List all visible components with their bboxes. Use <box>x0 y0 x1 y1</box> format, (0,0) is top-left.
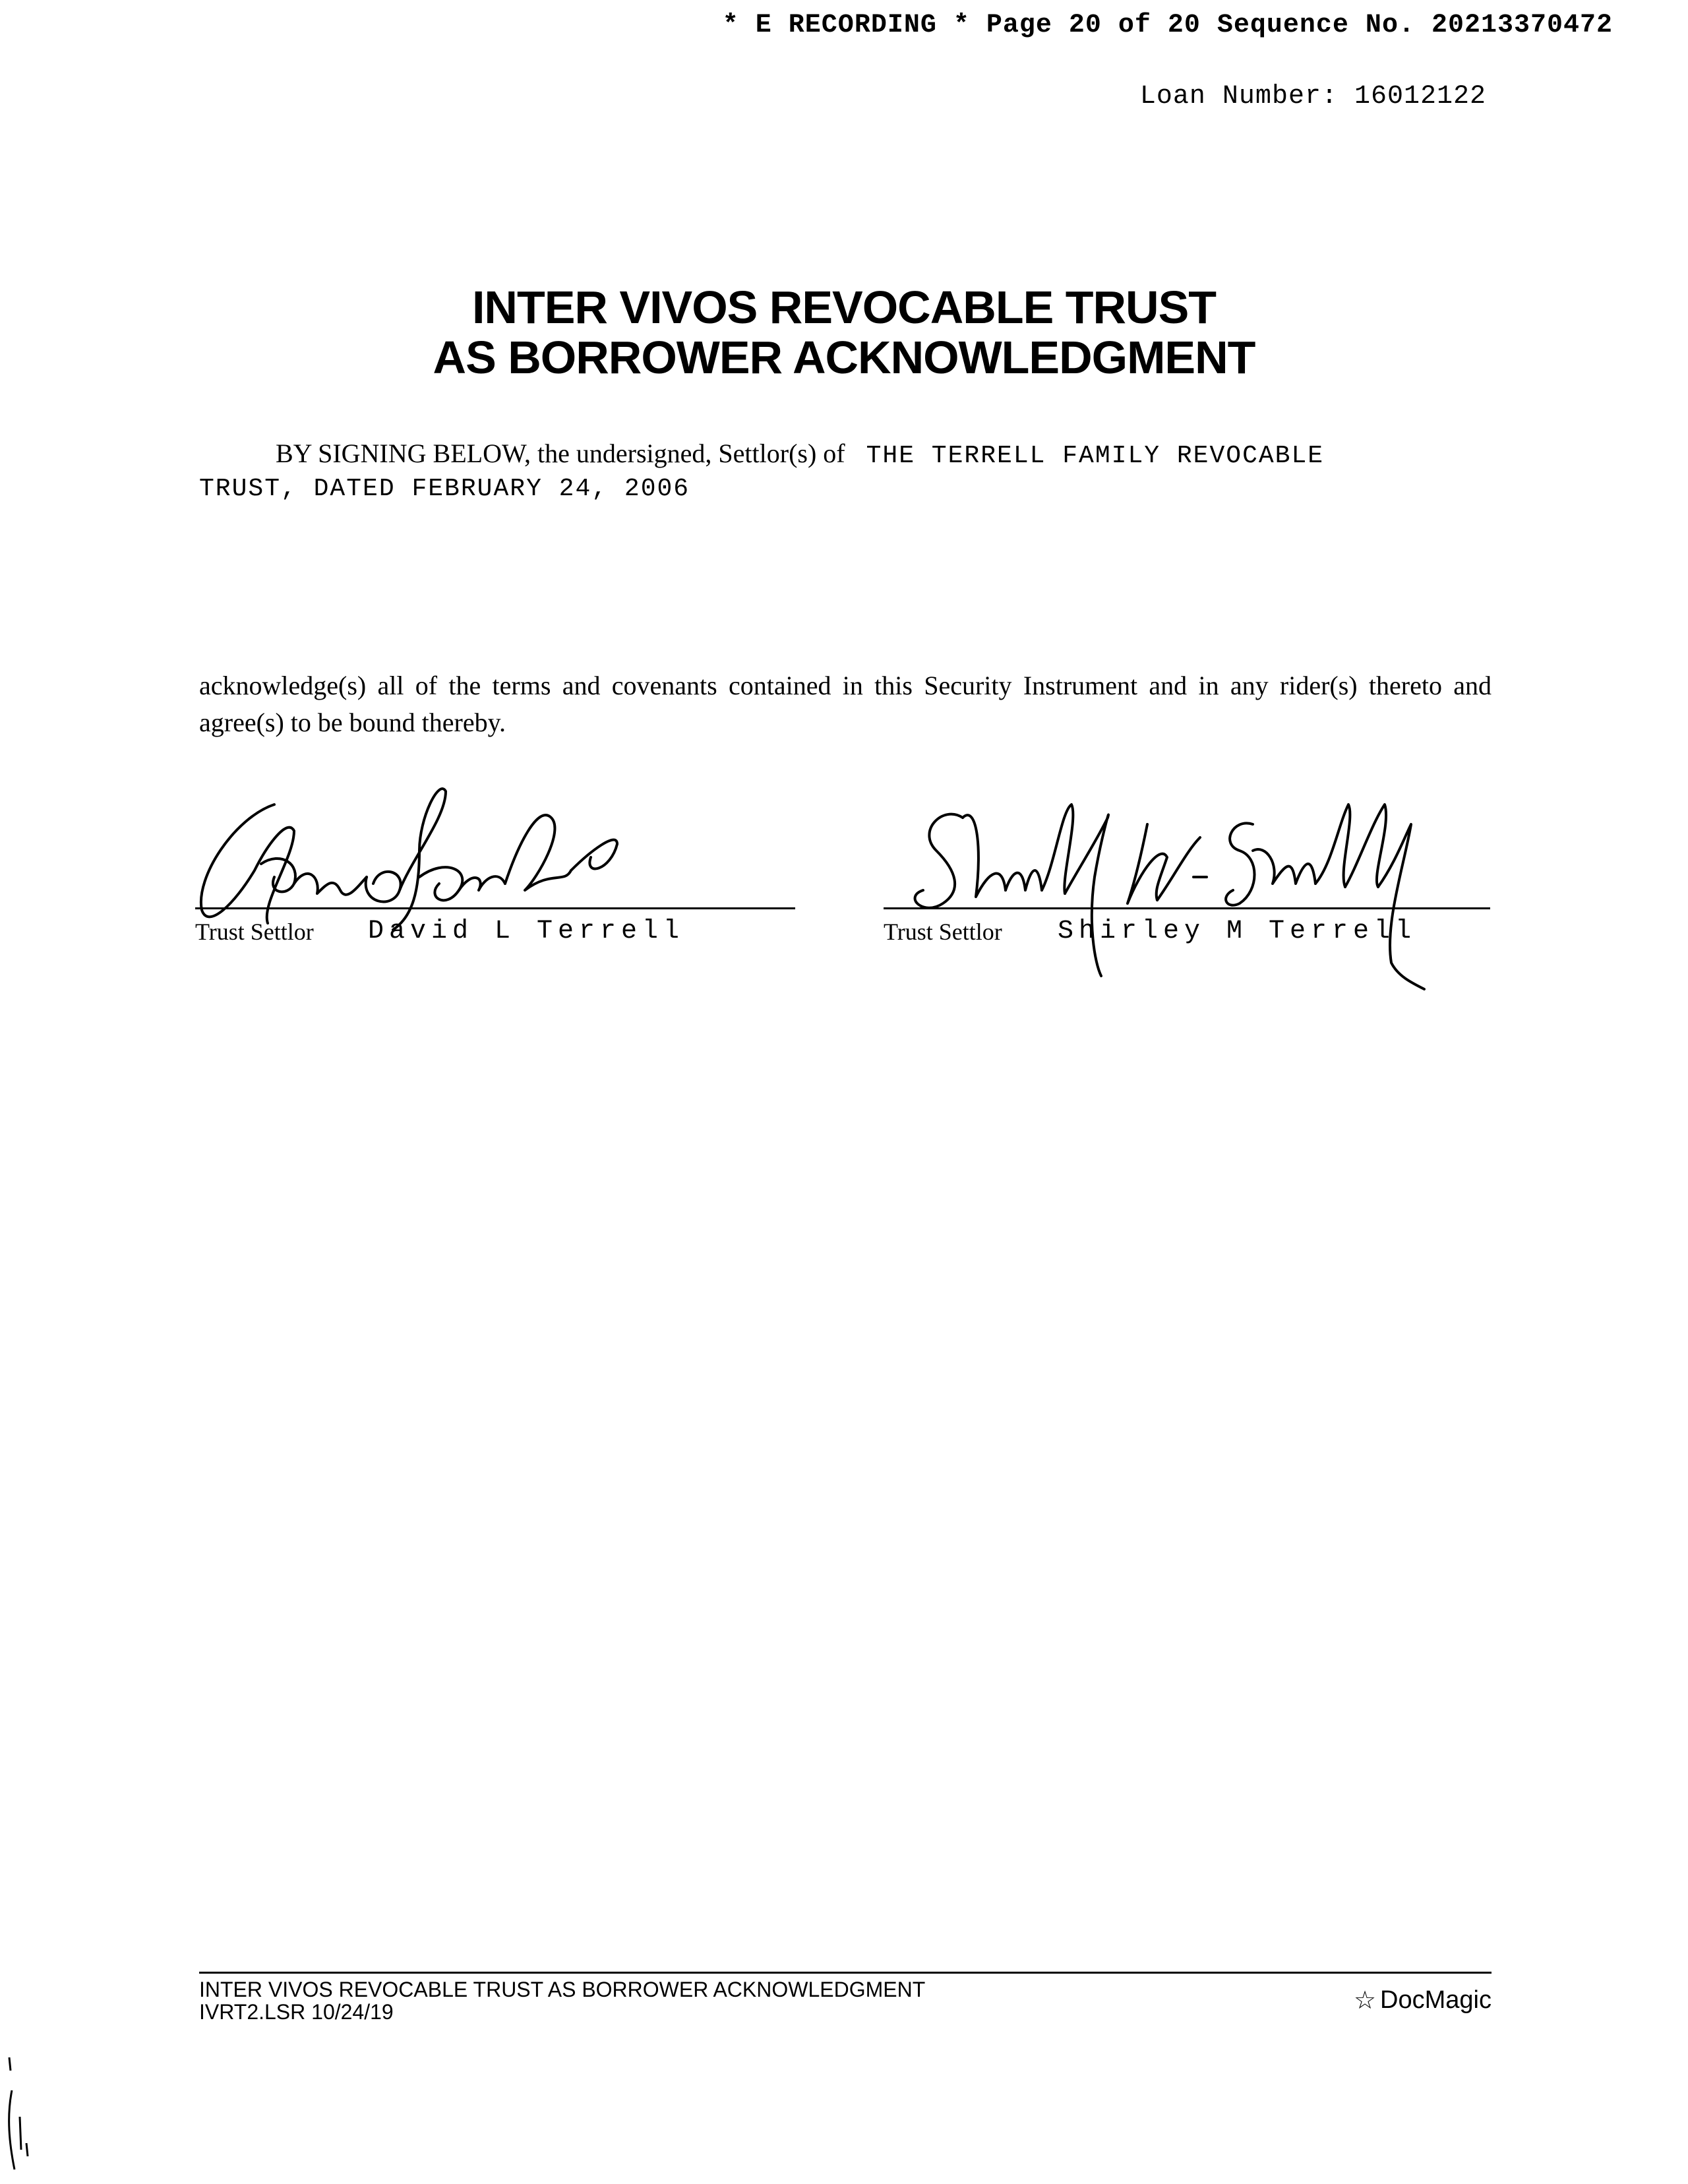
signature-david <box>195 778 795 976</box>
intro-lead: BY SIGNING BELOW, the undersigned, Settlor(s) of <box>276 439 845 468</box>
signer-role-label: Trust Settlor <box>884 919 1002 945</box>
loan-number-value: 16012122 <box>1354 82 1486 111</box>
signature-line <box>884 907 1490 909</box>
trust-name-part-1: THE TERRELL FAMILY REVOCABLE <box>866 442 1325 470</box>
signer-role-label: Trust Settlor <box>195 919 314 945</box>
loan-number-label: Loan Number: <box>1139 82 1338 111</box>
star-icon: ☆ <box>1353 1987 1377 2015</box>
docmagic-brand: DocMagic <box>1380 1986 1492 2014</box>
scan-artifact <box>0 2051 53 2183</box>
footer-form-code: IVRT2.LSR 10/24/19 <box>199 2000 394 2024</box>
signer-name: Shirley M Terrell <box>1058 917 1417 946</box>
intro-paragraph <box>199 438 1492 512</box>
trust-name-part-2: TRUST, DATED FEBRUARY 24, 2006 <box>199 475 690 503</box>
acknowledgment-text: acknowledge(s) all of the terms and covenants contained in this Security Instrument and in any rider(s) thereto and agree(s) to be bound thereby. <box>199 671 1492 737</box>
title-line-1: INTER VIVOS REVOCABLE TRUST <box>471 282 1217 333</box>
signature-line <box>195 907 795 909</box>
document-title <box>0 282 1688 382</box>
docmagic-logo <box>1354 1986 1492 2015</box>
loan-number-line <box>1140 82 1486 111</box>
signature-block-2 <box>884 778 1490 976</box>
recording-stamp: * E RECORDING * Page 20 of 20 Sequence No. 20213370472 <box>722 11 1613 40</box>
title-line-2: AS BORROWER ACKNOWLEDGMENT <box>433 332 1255 383</box>
signature-shirley <box>884 778 1490 989</box>
signer-name: David L Terrell <box>368 917 685 946</box>
signature-block-1 <box>195 778 795 976</box>
footer-form-title: INTER VIVOS REVOCABLE TRUST AS BORROWER ACKNOWLEDGMENT <box>199 1978 926 2001</box>
form-footer <box>199 1972 1492 2024</box>
